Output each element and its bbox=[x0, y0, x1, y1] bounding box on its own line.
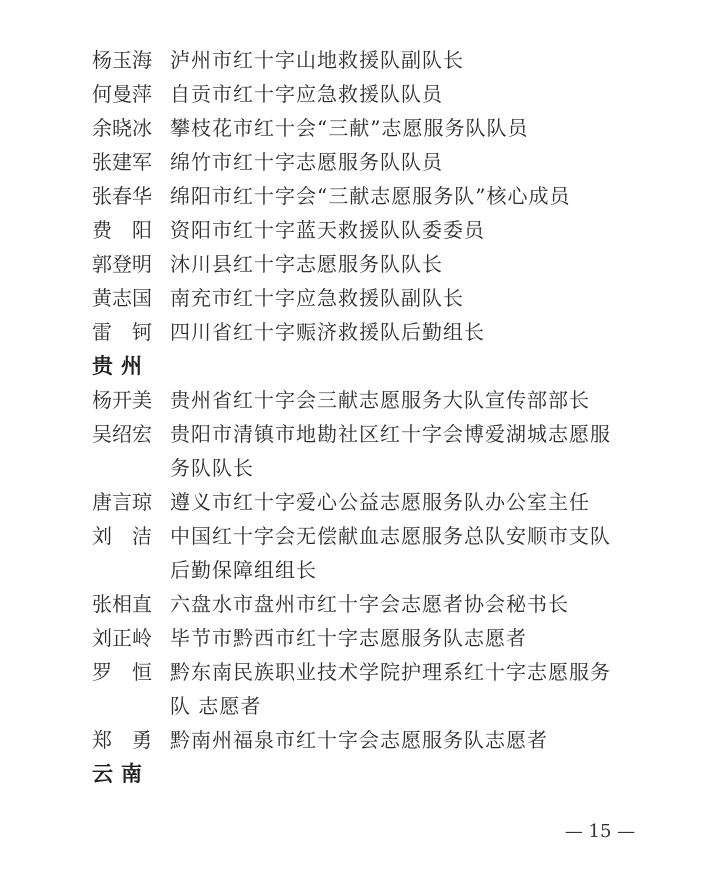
person-role: 泸州市红十字山地救援队副队长 bbox=[170, 48, 464, 72]
person-role: 自贡市红十字应急救援队队员 bbox=[170, 82, 443, 106]
person-name: 罗 恒 bbox=[92, 660, 152, 684]
person-role: 资阳市红十字蓝天救援队队委委员 bbox=[170, 218, 485, 242]
section-heading-guizhou: 贵州 bbox=[92, 354, 150, 378]
person-role: 贵州省红十字会三献志愿服务大队宣传部部长 bbox=[170, 388, 590, 412]
person-name: 杨玉海 bbox=[92, 48, 152, 72]
person-name: 杨开美 bbox=[92, 388, 152, 412]
person-name: 费 阳 bbox=[92, 218, 152, 242]
person-name: 余晓冰 bbox=[92, 116, 152, 140]
person-role: 攀枝花市红十会“三献”志愿服务队队员 bbox=[170, 116, 529, 140]
person-role: 毕节市黔西市红十字志愿服务队志愿者 bbox=[170, 626, 527, 650]
person-role: 绵阳市红十字会“三献志愿服务队”核心成员 bbox=[170, 184, 571, 208]
person-role: 中国红十字会无偿献血志愿服务总队安顺市支队后勤保障组组长 bbox=[170, 524, 611, 582]
page-number: — 15 — bbox=[564, 821, 636, 842]
person-name: 刘 洁 bbox=[92, 524, 152, 548]
person-name: 唐言琼 bbox=[92, 490, 152, 514]
person-name: 张相直 bbox=[92, 592, 152, 616]
person-role: 四川省红十字赈济救援队后勤组长 bbox=[170, 320, 485, 344]
person-name: 黄志国 bbox=[92, 286, 152, 310]
person-name: 何曼萍 bbox=[92, 82, 152, 106]
person-name: 刘正岭 bbox=[92, 626, 152, 650]
person-role: 黔东南民族职业技术学院护理系红十字志愿服务队 志愿者 bbox=[170, 660, 611, 718]
person-role: 南充市红十字应急救援队副队长 bbox=[170, 286, 464, 310]
person-name: 郑 勇 bbox=[92, 728, 152, 752]
person-name: 张建军 bbox=[92, 150, 152, 174]
person-name: 雷 钶 bbox=[92, 320, 152, 344]
person-name: 吴绍宏 bbox=[92, 422, 152, 446]
person-role: 黔南州福泉市红十字会志愿服务队志愿者 bbox=[170, 728, 548, 752]
person-name: 郭登明 bbox=[92, 252, 152, 276]
section-heading-yunnan: 云南 bbox=[92, 762, 150, 786]
person-name: 张春华 bbox=[92, 184, 152, 208]
person-role: 沐川县红十字志愿服务队队长 bbox=[170, 252, 443, 276]
person-role: 绵竹市红十字志愿服务队队员 bbox=[170, 150, 443, 174]
person-role: 遵义市红十字爱心公益志愿服务队办公室主任 bbox=[170, 490, 590, 514]
person-role: 贵阳市清镇市地勘社区红十字会博爱湖城志愿服务队队长 bbox=[170, 422, 611, 480]
person-role: 六盘水市盘州市红十字会志愿者协会秘书长 bbox=[170, 592, 569, 616]
